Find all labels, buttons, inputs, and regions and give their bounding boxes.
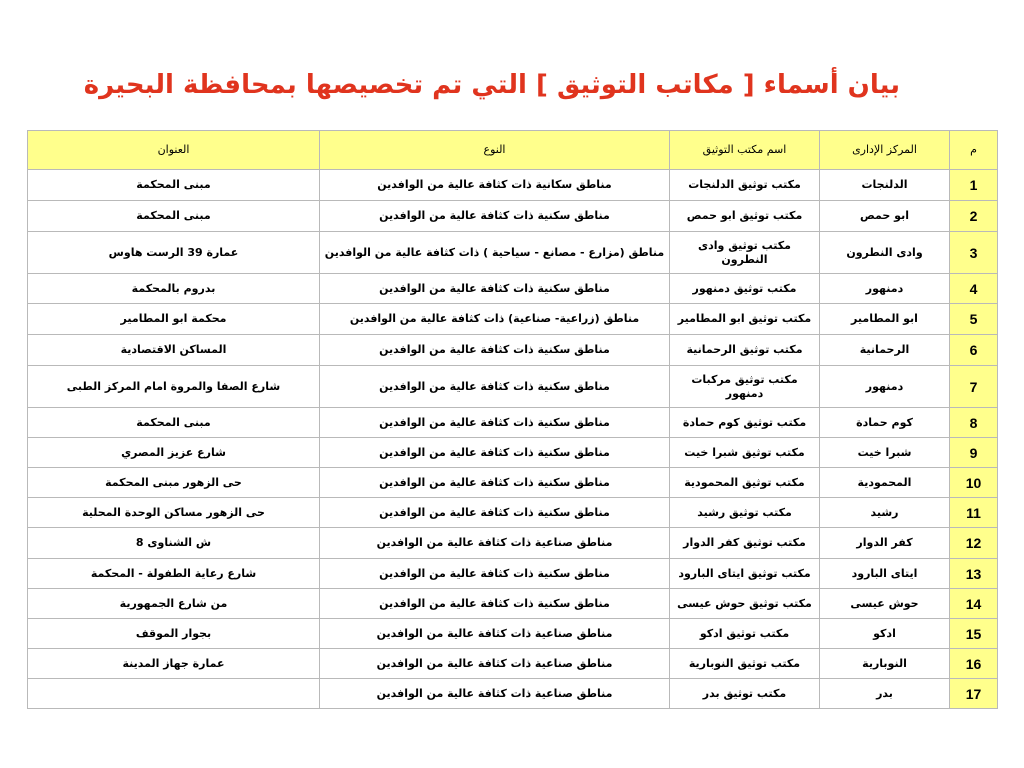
page-title: بيان أسماء [ مكاتب التوثيق ] التي تم تخصيصها بمحافظة البحيرة [83,70,900,100]
cell-type: مناطق سكنية ذات كثافة عالية من الوافدين [320,468,670,498]
header-address: العنوان [28,131,320,170]
cell-num: 8 [950,408,998,438]
cell-address: شارع الصفا والمروة امام المركز الطبى [28,366,320,408]
cell-type: مناطق صناعية ذات كثافة عالية من الوافدين [320,649,670,679]
cell-num: 15 [950,619,998,649]
cell-office: مكتب توثيق وادى النطرون [670,232,820,274]
table-row [28,438,998,468]
table-row [28,408,998,438]
cell-office: مكتب توثيق دمنهور [670,274,820,304]
cell-address: محكمة ابو المطامير [28,304,320,335]
offices-table [27,130,998,709]
cell-num: 7 [950,366,998,408]
table-row [28,366,998,408]
cell-office: مكتب توثيق كفر الدوار [670,528,820,559]
header-office: اسم مكتب التوثيق [670,131,820,170]
cell-num: 5 [950,304,998,335]
cell-address: حى الزهور مبنى المحكمة [28,468,320,498]
cell-office: مكتب توثيق مركبات دمنهور [670,366,820,408]
cell-center: ابو حمص [820,201,950,232]
cell-address [28,679,320,709]
cell-address: بدروم بالمحكمة [28,274,320,304]
cell-center: وادى النطرون [820,232,950,274]
cell-address: حى الزهور مساكن الوحدة المحلية [28,498,320,528]
cell-type: مناطق سكنية ذات كثافة عالية من الوافدين [320,366,670,408]
cell-center: الدلنجات [820,170,950,201]
cell-office: مكتب توثيق رشيد [670,498,820,528]
cell-office: مكتب توثيق المحمودية [670,468,820,498]
cell-address: المساكن الاقتصادية [28,335,320,366]
cell-num: 17 [950,679,998,709]
cell-office: مكتب توثيق النوبارية [670,649,820,679]
header-type: النوع [320,131,670,170]
cell-address: عمارة 39 الرست هاوس [28,232,320,274]
cell-center: ايتاى البارود [820,559,950,589]
cell-type: مناطق سكنية ذات كثافة عالية من الوافدين [320,559,670,589]
cell-office: مكتب توثيق الدلنجات [670,170,820,201]
offices-table-container [27,130,997,709]
table-row [28,528,998,559]
cell-center: دمنهور [820,366,950,408]
table-row [28,170,998,201]
cell-address: ش الشناوى 8 [28,528,320,559]
cell-center: ادكو [820,619,950,649]
cell-address: بجوار الموقف [28,619,320,649]
cell-type: مناطق سكنية ذات كثافة عالية من الوافدين [320,438,670,468]
cell-address: مبنى المحكمة [28,170,320,201]
cell-address: من شارع الجمهورية [28,589,320,619]
cell-type: مناطق (مزارع - مصانع - سياحية ) ذات كثافة عالية من الوافدين [320,232,670,274]
table-row [28,304,998,335]
cell-center: الرحمانية [820,335,950,366]
cell-num: 12 [950,528,998,559]
cell-center: كفر الدوار [820,528,950,559]
cell-type: مناطق سكنية ذات كثافة عالية من الوافدين [320,274,670,304]
cell-num: 1 [950,170,998,201]
cell-type: مناطق سكانية ذات كثافة عالية من الوافدين [320,170,670,201]
cell-type: مناطق (زراعية- صناعية) ذات كثافة عالية من الوافدين [320,304,670,335]
table-row [28,274,998,304]
cell-address: عمارة جهاز المدينة [28,649,320,679]
cell-office: مكتب توثيق شبرا خيت [670,438,820,468]
cell-center: دمنهور [820,274,950,304]
cell-num: 9 [950,438,998,468]
cell-type: مناطق صناعية ذات كثافة عالية من الوافدين [320,528,670,559]
cell-num: 13 [950,559,998,589]
cell-address: شارع عزيز المصري [28,438,320,468]
cell-office: مكتب توثيق كوم حمادة [670,408,820,438]
table-row [28,679,998,709]
cell-num: 10 [950,468,998,498]
cell-center: كوم حمادة [820,408,950,438]
cell-center: بدر [820,679,950,709]
cell-type: مناطق سكنية ذات كثافة عالية من الوافدين [320,498,670,528]
table-row [28,498,998,528]
cell-address: مبنى المحكمة [28,201,320,232]
cell-type: مناطق صناعية ذات كثافة عالية من الوافدين [320,679,670,709]
cell-center: شبرا خيت [820,438,950,468]
header-num: م [950,131,998,170]
table-row [28,201,998,232]
table-row [28,619,998,649]
cell-center: رشيد [820,498,950,528]
table-row [28,559,998,589]
table-row [28,232,998,274]
cell-center: ابو المطامير [820,304,950,335]
table-row [28,589,998,619]
cell-office: مكتب توثيق ابو المطامير [670,304,820,335]
cell-num: 16 [950,649,998,679]
table-row [28,649,998,679]
cell-office: مكتب توثيق الرحمانية [670,335,820,366]
table-row [28,335,998,366]
cell-center: حوش عيسى [820,589,950,619]
cell-type: مناطق سكنية ذات كثافة عالية من الوافدين [320,335,670,366]
cell-office: مكتب توثيق ايتاى البارود [670,559,820,589]
cell-num: 3 [950,232,998,274]
cell-num: 4 [950,274,998,304]
cell-office: مكتب توثيق حوش عيسى [670,589,820,619]
cell-type: مناطق سكنية ذات كثافة عالية من الوافدين [320,201,670,232]
cell-address: مبنى المحكمة [28,408,320,438]
cell-num: 14 [950,589,998,619]
header-center: المركز الإدارى [820,131,950,170]
table-header-row [28,131,998,170]
cell-num: 6 [950,335,998,366]
cell-office: مكتب توثيق ابو حمص [670,201,820,232]
cell-office: مكتب توثيق ادكو [670,619,820,649]
cell-center: النوبارية [820,649,950,679]
cell-type: مناطق سكنية ذات كثافة عالية من الوافدين [320,408,670,438]
table-body [28,170,998,709]
cell-address: شارع رعاية الطفولة - المحكمة [28,559,320,589]
cell-office: مكتب توثيق بدر [670,679,820,709]
cell-type: مناطق سكنية ذات كثافة عالية من الوافدين [320,589,670,619]
cell-num: 11 [950,498,998,528]
cell-num: 2 [950,201,998,232]
table-row [28,468,998,498]
cell-center: المحمودية [820,468,950,498]
cell-type: مناطق صناعية ذات كثافة عالية من الوافدين [320,619,670,649]
